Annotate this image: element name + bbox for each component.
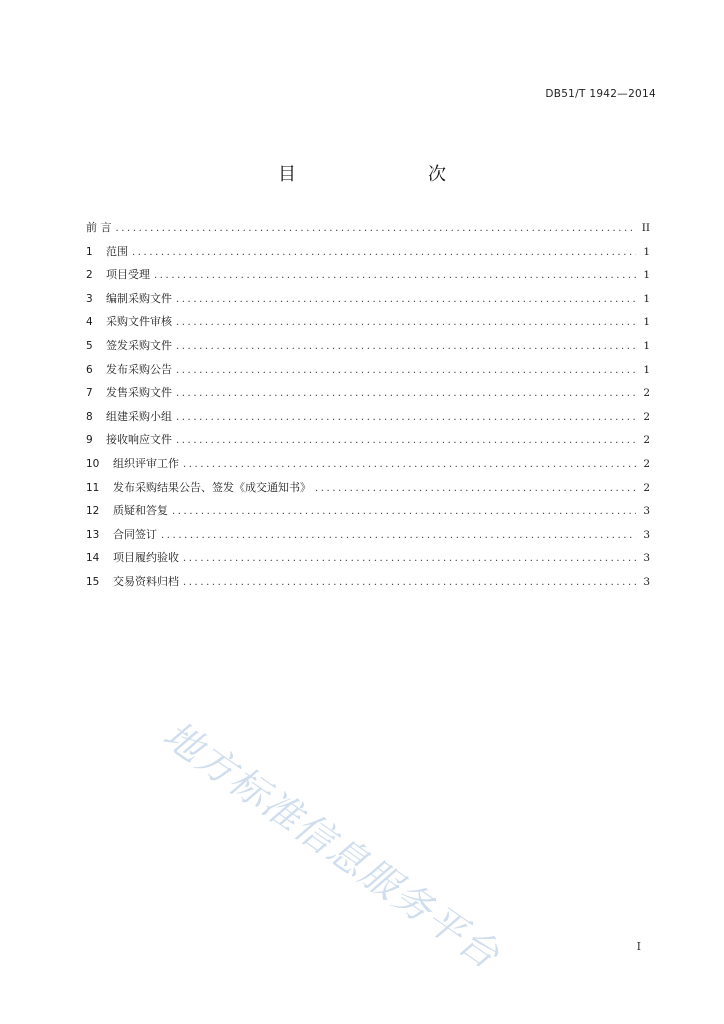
toc-leader-dots (176, 335, 636, 359)
toc-entry-page: 3 (643, 528, 650, 541)
toc-entry-title: 质疑和答复 (113, 504, 168, 518)
toc-entry-number: 7 (86, 387, 93, 400)
toc-entry-page: 1 (643, 269, 650, 282)
toc-entry-page: 1 (643, 245, 650, 258)
toc-entry-14[interactable] (86, 546, 650, 570)
toc-leader-dots (315, 477, 636, 501)
toc-entry-15[interactable] (86, 570, 650, 594)
toc-entry-page: 1 (643, 363, 650, 376)
toc-leader-dots (183, 453, 636, 477)
toc-entry-title: 范围 (106, 244, 128, 258)
toc-entry-preface[interactable] (86, 216, 650, 240)
toc-leader-dots (116, 217, 636, 241)
toc-entry-page: 1 (643, 339, 650, 352)
toc-entry-3[interactable] (86, 287, 650, 311)
toc-entry-5[interactable] (86, 334, 650, 358)
toc-leader-dots (183, 547, 636, 571)
toc-entry-title: 项目履约验收 (113, 551, 179, 565)
toc-entry-number: 3 (86, 292, 93, 305)
toc-entry-11[interactable] (86, 476, 650, 500)
toc-leader-dots (176, 382, 636, 406)
toc-entry-title: 签发采购文件 (106, 338, 172, 352)
watermark: 地方标准信息服务平台 (155, 712, 509, 978)
toc-entry-title: 发售采购文件 (106, 386, 172, 400)
toc-leader-dots (176, 359, 636, 383)
toc-leader-dots (172, 500, 636, 524)
toc-entry-13[interactable] (86, 523, 650, 547)
toc-entry-title: 采购文件审核 (106, 315, 172, 329)
toc-entry-9[interactable] (86, 428, 650, 452)
toc-entry-title: 编制采购文件 (106, 291, 172, 305)
toc-entry-page: 2 (643, 387, 650, 400)
toc-leader-dots (161, 524, 636, 548)
toc-entry-page: 2 (643, 457, 650, 470)
toc-entry-page: 2 (643, 434, 650, 447)
toc-entry-8[interactable] (86, 405, 650, 429)
toc-entry-number: 2 (86, 269, 93, 282)
toc-entry-page: 1 (643, 292, 650, 305)
toc-entry-title: 发布采购公告 (106, 362, 172, 376)
toc-entry-12[interactable] (86, 499, 650, 523)
toc-entry-number: 14 (86, 552, 100, 565)
toc-entry-number: 8 (86, 410, 93, 423)
toc-entry-number: 1 (86, 245, 93, 258)
toc-leader-dots (176, 406, 636, 430)
toc-entry-page: 2 (643, 481, 650, 494)
toc-entry-title: 合同签订 (113, 527, 157, 541)
toc-entry-number: 9 (86, 434, 93, 447)
toc-entry-title: 组建采购小组 (106, 409, 172, 423)
toc-entry-page: 1 (643, 316, 650, 329)
toc-entry-title: 发布采购结果公告、签发《成交通知书》 (113, 480, 311, 494)
toc-entry-7[interactable] (86, 381, 650, 405)
toc-entry-1[interactable] (86, 240, 650, 264)
toc-leader-dots (176, 288, 636, 312)
toc-leader-dots (176, 311, 636, 335)
toc-leader-dots (154, 264, 636, 288)
toc-entry-number: 6 (86, 363, 93, 376)
toc-entry-page: 3 (643, 505, 650, 518)
toc-leader-dots (183, 571, 636, 595)
toc-entry-number: 4 (86, 316, 93, 329)
toc-leader-dots (176, 429, 636, 453)
toc-entry-6[interactable] (86, 358, 650, 382)
toc-entry-number: 15 (86, 575, 100, 588)
toc-entry-number: 13 (86, 528, 100, 541)
toc-entry-title: 交易资料归档 (113, 574, 179, 588)
toc-entry-title: 项目受理 (106, 268, 150, 282)
toc-entry-number: 12 (86, 505, 100, 518)
page-title: 目 次 (278, 164, 478, 185)
toc-entry-title: 前 言 (86, 221, 112, 234)
page-number: I (636, 940, 641, 953)
table-of-contents (86, 216, 650, 594)
toc-entry-page: 3 (643, 552, 650, 565)
toc-entry-2[interactable] (86, 263, 650, 287)
toc-entry-page: II (641, 222, 650, 234)
toc-entry-page: 3 (643, 575, 650, 588)
toc-entry-page: 2 (643, 410, 650, 423)
toc-entry-title: 接收响应文件 (106, 433, 172, 447)
toc-entry-10[interactable] (86, 452, 650, 476)
toc-entry-number: 5 (86, 339, 93, 352)
toc-entry-number: 11 (86, 481, 100, 494)
toc-entry-4[interactable] (86, 310, 650, 334)
standard-code: DB51/T 1942—2014 (545, 88, 656, 100)
toc-entry-title: 组织评审工作 (113, 456, 179, 470)
toc-entry-number: 10 (86, 457, 100, 470)
toc-leader-dots (132, 241, 636, 265)
